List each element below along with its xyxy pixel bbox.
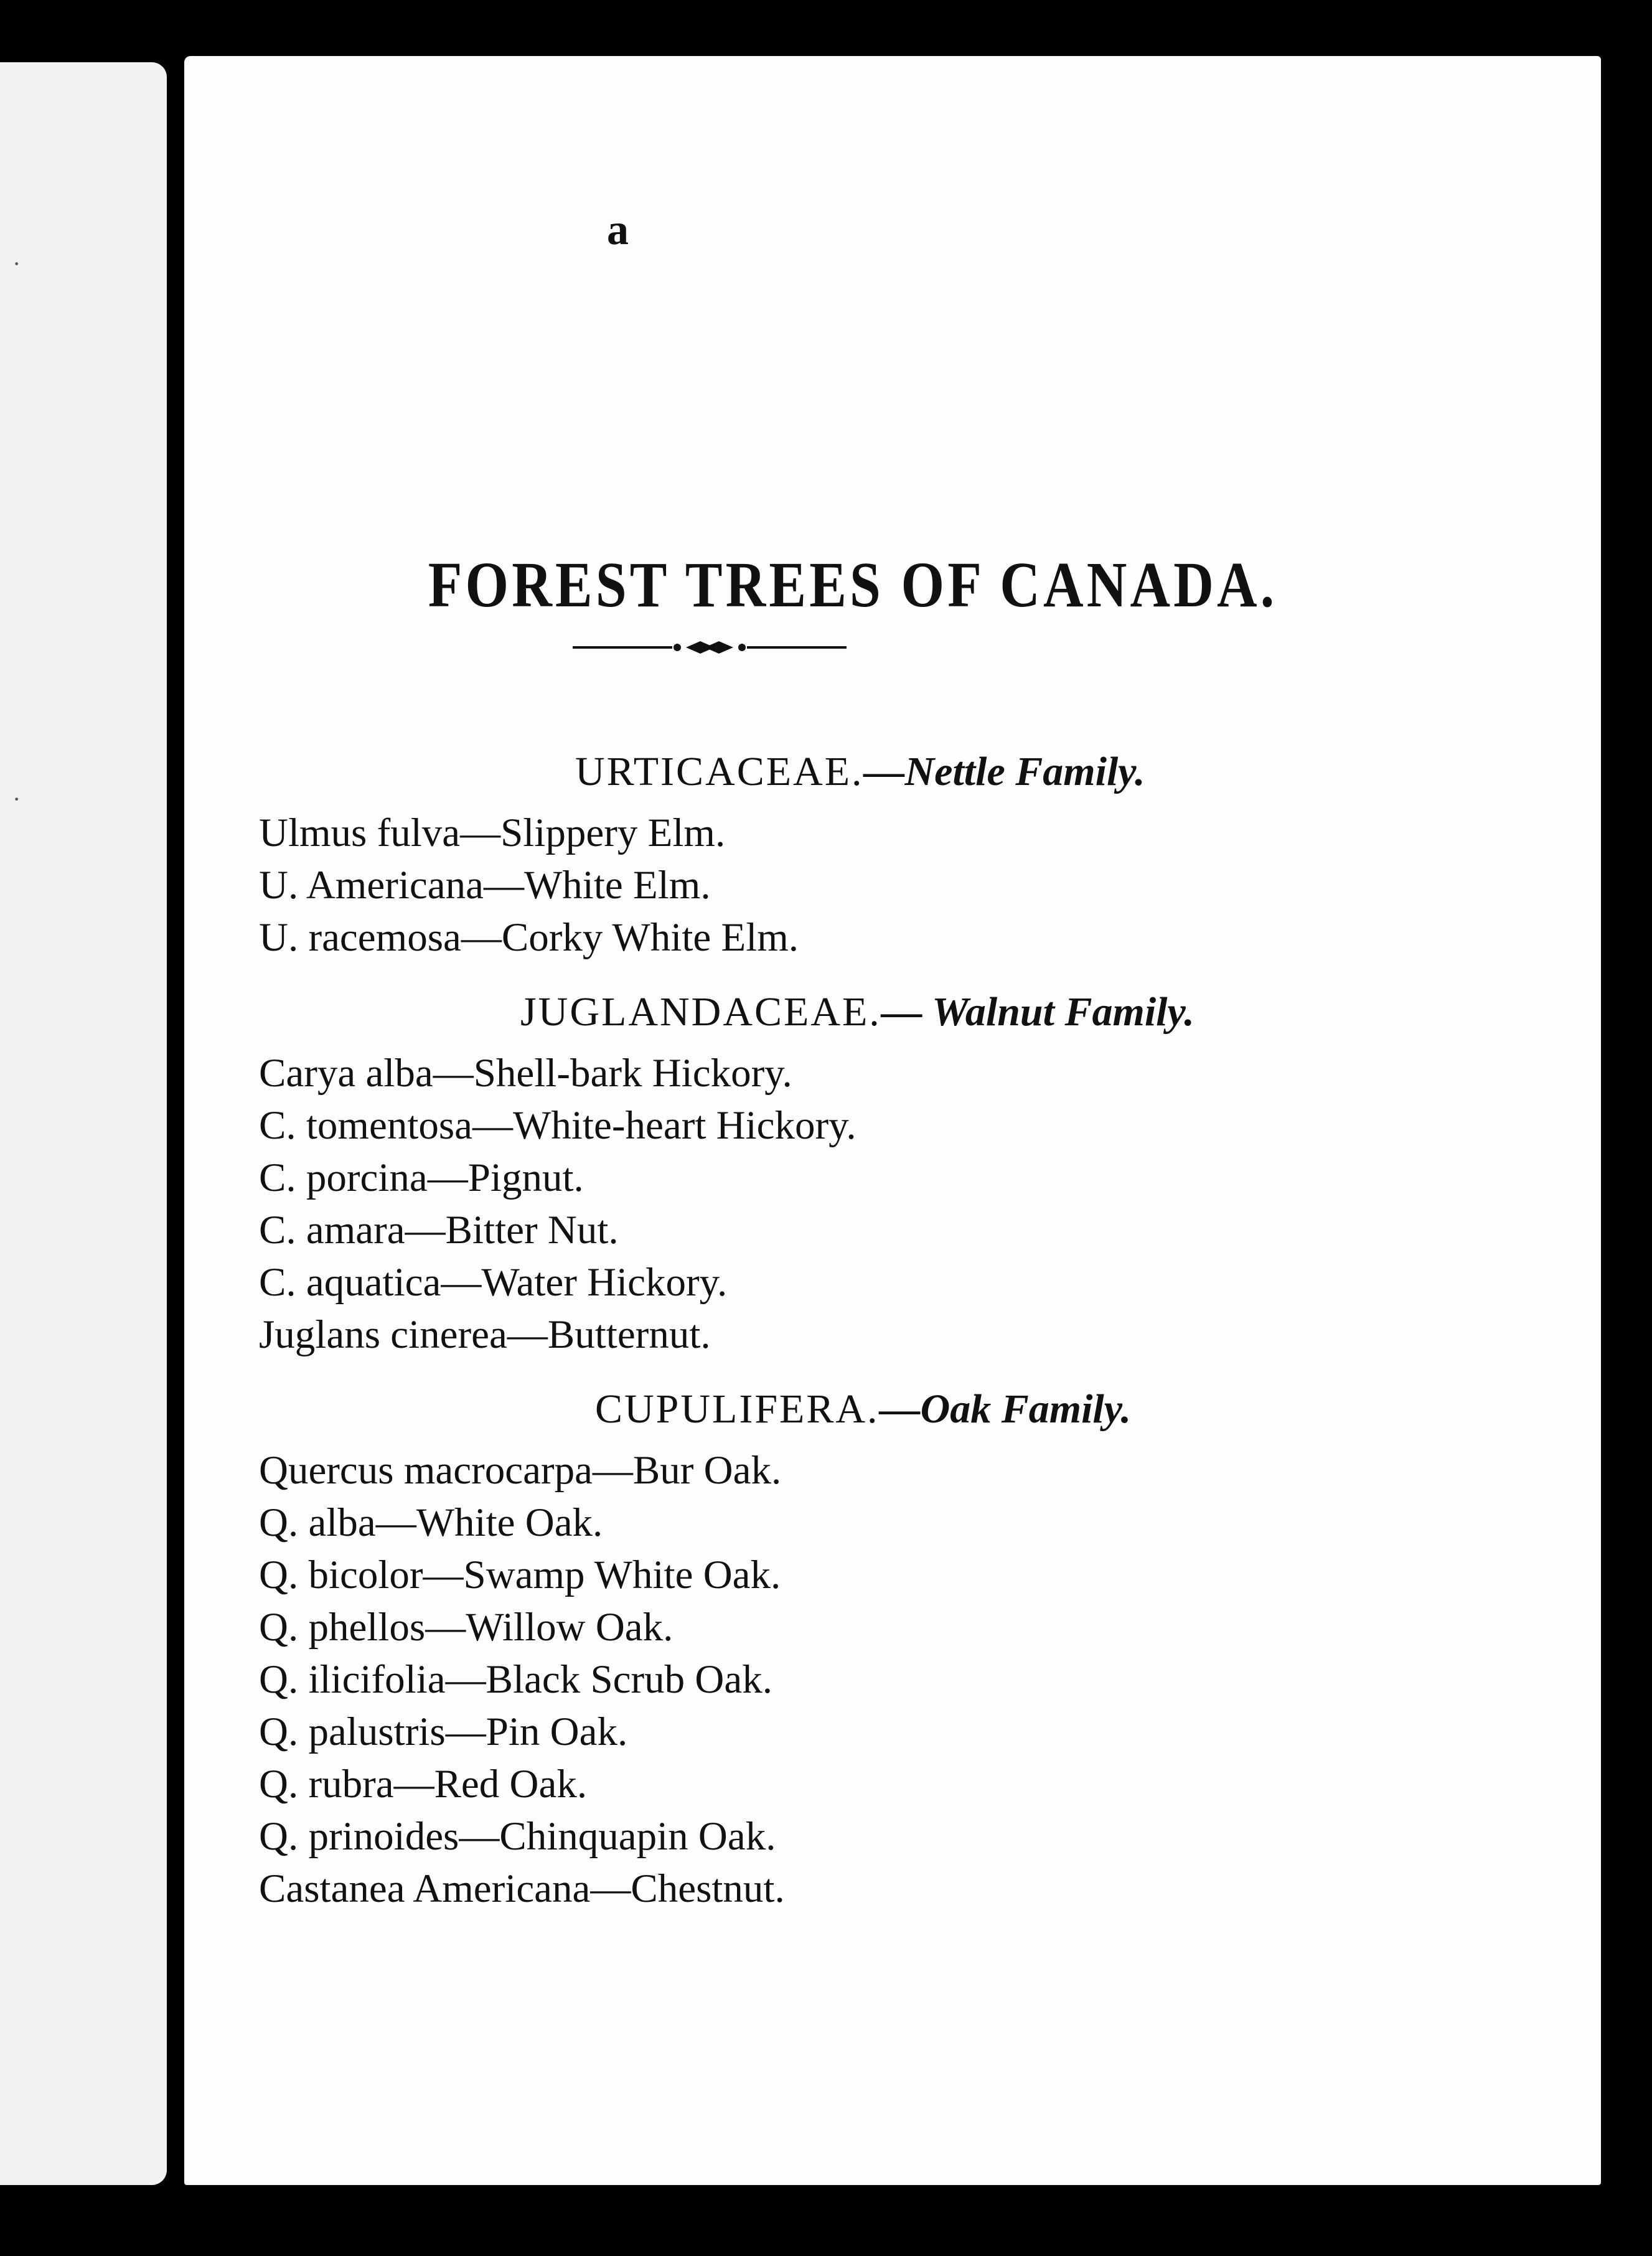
page-mark: a <box>607 206 629 254</box>
family-heading <box>259 741 1317 803</box>
species-list <box>259 1444 1317 1915</box>
title-ornament-divider <box>573 629 847 666</box>
family-common-name: —Oak Family. <box>879 1386 1132 1432</box>
species-item: C. amara—Bitter Nut. <box>259 1208 619 1253</box>
page-title: FOREST TREES OF CANADA. <box>428 549 1278 621</box>
species-item: Q. phellos—Willow Oak. <box>259 1605 673 1650</box>
species-item: U. Americana—White Elm. <box>259 863 711 908</box>
species-item: Q. prinoides—Chinquapin Oak. <box>259 1814 776 1859</box>
margin-dot: · <box>12 785 21 813</box>
family-heading <box>259 981 1317 1043</box>
species-item: Castanea Americana—Chestnut. <box>259 1866 785 1911</box>
species-item: Quercus macrocarpa—Bur Oak. <box>259 1448 782 1493</box>
species-item: Q. ilicifolia—Black Scrub Oak. <box>259 1657 772 1702</box>
family-common-name: —Nettle Family. <box>863 749 1145 794</box>
family-common-name: — Walnut Family. <box>881 989 1194 1035</box>
species-item: Juglans cinerea—Butternut. <box>259 1312 711 1357</box>
species-item: Ulmus fulva—Slippery Elm. <box>259 811 726 855</box>
family-name: CUPULIFERA. <box>595 1386 880 1432</box>
species-list <box>259 807 1317 964</box>
family-section <box>259 741 1317 964</box>
family-name: JUGLANDACEAE. <box>520 989 881 1035</box>
family-heading <box>259 1378 1317 1441</box>
margin-dot: · <box>12 250 21 278</box>
species-item: C. tomentosa—White-heart Hickory. <box>259 1103 857 1148</box>
species-item: Q. rubra—Red Oak. <box>259 1762 588 1807</box>
species-item: Q. alba—White Oak. <box>259 1500 603 1545</box>
tree-list <box>259 741 1317 1932</box>
family-name: URTICACEAE. <box>575 749 864 794</box>
species-item: Carya alba—Shell-bark Hickory. <box>259 1051 792 1096</box>
species-item: U. racemosa—Corky White Elm. <box>259 915 799 960</box>
facing-page-edge <box>0 62 167 2185</box>
species-item: C. aquatica—Water Hickory. <box>259 1260 728 1305</box>
species-item: Q. palustris—Pin Oak. <box>259 1709 628 1754</box>
family-section <box>259 1378 1317 1915</box>
species-item: C. porcina—Pignut. <box>259 1155 584 1200</box>
species-item: Q. bicolor—Swamp White Oak. <box>259 1553 781 1597</box>
family-section <box>259 981 1317 1361</box>
species-list <box>259 1047 1317 1361</box>
